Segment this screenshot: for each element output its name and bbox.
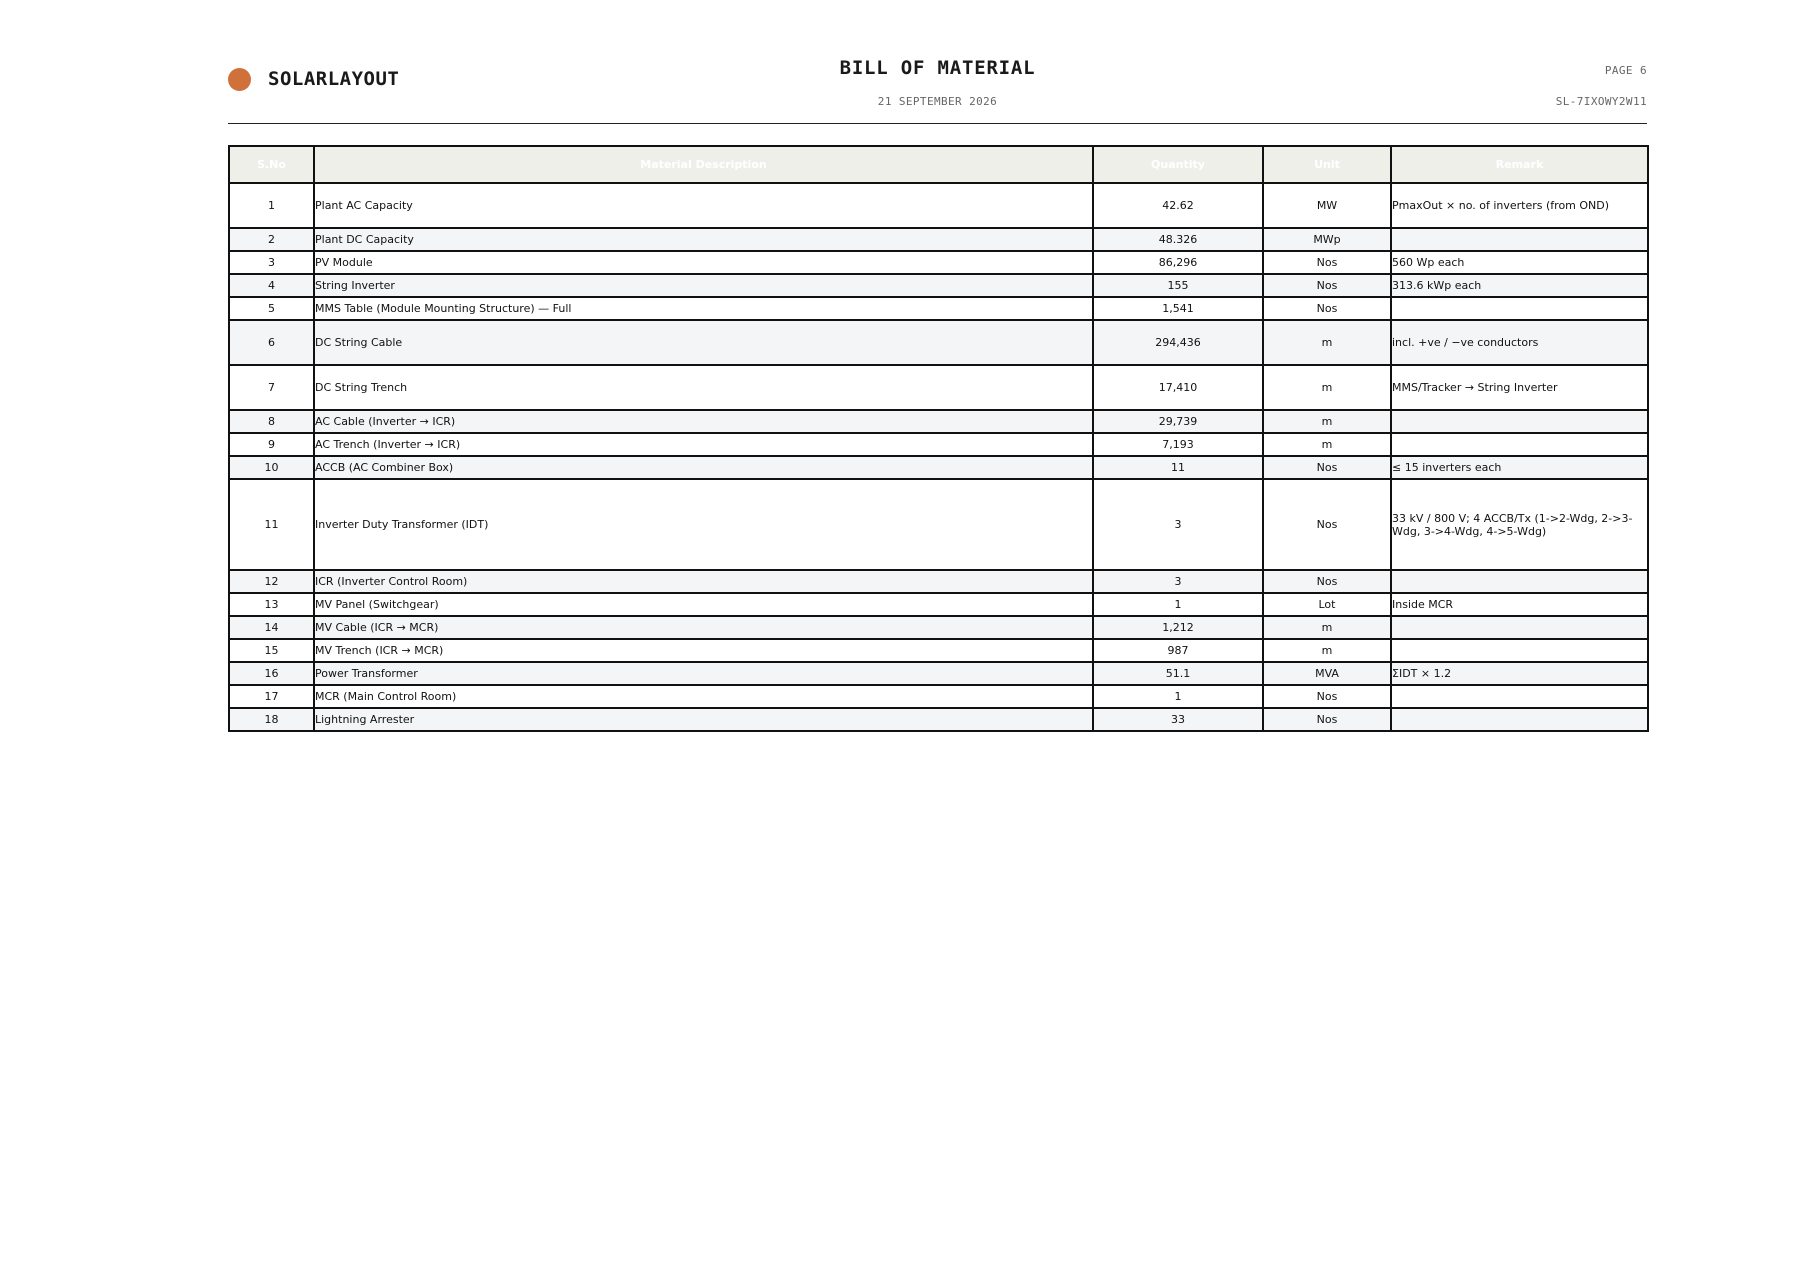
cell-quantity: 11	[1093, 456, 1263, 479]
column-header-remark: Remark	[1391, 146, 1648, 183]
cell-quantity: 33	[1093, 708, 1263, 731]
table-row	[229, 410, 1648, 433]
cell-quantity: 1,541	[1093, 297, 1263, 320]
cell-remark: ≤ 15 inverters each	[1391, 456, 1648, 479]
cell-quantity: 3	[1093, 570, 1263, 593]
cell-sno: 6	[229, 320, 314, 365]
table-row	[229, 662, 1648, 685]
cell-description: MMS Table (Module Mounting Structure) — Full	[314, 297, 1093, 320]
cell-unit: Lot	[1263, 593, 1391, 616]
cell-description: Lightning Arrester	[314, 708, 1093, 731]
cell-description: MV Cable (ICR → MCR)	[314, 616, 1093, 639]
cell-sno: 11	[229, 479, 314, 570]
cell-description: ACCB (AC Combiner Box)	[314, 456, 1093, 479]
cell-unit: m	[1263, 616, 1391, 639]
cell-description: Power Transformer	[314, 662, 1093, 685]
cell-remark	[1391, 570, 1648, 593]
cell-unit: Nos	[1263, 685, 1391, 708]
cell-remark	[1391, 410, 1648, 433]
cell-remark	[1391, 297, 1648, 320]
page-number: PAGE 6	[1604, 64, 1647, 77]
cell-quantity: 42.62	[1093, 183, 1263, 228]
cell-sno: 12	[229, 570, 314, 593]
cell-unit: Nos	[1263, 274, 1391, 297]
table-row	[229, 456, 1648, 479]
cell-sno: 13	[229, 593, 314, 616]
cell-description: AC Cable (Inverter → ICR)	[314, 410, 1093, 433]
table-row	[229, 320, 1648, 365]
cell-remark: 313.6 kWp each	[1391, 274, 1648, 297]
cell-remark: 33 kV / 800 V; 4 ACCB/Tx (1->2-Wdg, 2->3-Wdg, 3->4-Wdg, 4->5-Wdg)	[1391, 479, 1648, 570]
cell-unit: MWp	[1263, 228, 1391, 251]
cell-quantity: 51.1	[1093, 662, 1263, 685]
table-row	[229, 593, 1648, 616]
cell-remark: Inside MCR	[1391, 593, 1648, 616]
table-row	[229, 685, 1648, 708]
cell-remark	[1391, 228, 1648, 251]
document-header	[228, 50, 1647, 124]
cell-unit: m	[1263, 410, 1391, 433]
cell-remark	[1391, 685, 1648, 708]
cell-quantity: 29,739	[1093, 410, 1263, 433]
cell-unit: Nos	[1263, 479, 1391, 570]
column-header-description: Material Description	[314, 146, 1093, 183]
cell-description: ICR (Inverter Control Room)	[314, 570, 1093, 593]
cell-sno: 8	[229, 410, 314, 433]
bill-of-material-table	[228, 145, 1649, 732]
cell-remark: PmaxOut × no. of inverters (from OND)	[1391, 183, 1648, 228]
cell-quantity: 294,436	[1093, 320, 1263, 365]
column-header-quantity: Quantity	[1093, 146, 1263, 183]
cell-remark	[1391, 639, 1648, 662]
cell-unit: m	[1263, 365, 1391, 410]
cell-remark: incl. +ve / −ve conductors	[1391, 320, 1648, 365]
cell-unit: MW	[1263, 183, 1391, 228]
cell-description: String Inverter	[314, 274, 1093, 297]
table-row	[229, 570, 1648, 593]
cell-quantity: 3	[1093, 479, 1263, 570]
table-row	[229, 616, 1648, 639]
cell-description: Plant DC Capacity	[314, 228, 1093, 251]
cell-description: DC String Cable	[314, 320, 1093, 365]
cell-description: MV Panel (Switchgear)	[314, 593, 1093, 616]
cell-description: AC Trench (Inverter → ICR)	[314, 433, 1093, 456]
table-row	[229, 274, 1648, 297]
table-row	[229, 433, 1648, 456]
cell-quantity: 17,410	[1093, 365, 1263, 410]
cell-unit: Nos	[1263, 570, 1391, 593]
cell-remark: 560 Wp each	[1391, 251, 1648, 274]
table-row	[229, 297, 1648, 320]
cell-unit: m	[1263, 639, 1391, 662]
cell-description: Inverter Duty Transformer (IDT)	[314, 479, 1093, 570]
cell-unit: Nos	[1263, 708, 1391, 731]
table-row	[229, 251, 1648, 274]
cell-sno: 17	[229, 685, 314, 708]
cell-description: PV Module	[314, 251, 1093, 274]
cell-sno: 16	[229, 662, 314, 685]
cell-unit: Nos	[1263, 251, 1391, 274]
table-header-row	[229, 146, 1648, 183]
cell-quantity: 1,212	[1093, 616, 1263, 639]
cell-quantity: 1	[1093, 593, 1263, 616]
cell-unit: m	[1263, 433, 1391, 456]
cell-remark: ΣIDT × 1.2	[1391, 662, 1648, 685]
cell-sno: 9	[229, 433, 314, 456]
cell-quantity: 48.326	[1093, 228, 1263, 251]
cell-quantity: 987	[1093, 639, 1263, 662]
table-row	[229, 228, 1648, 251]
cell-sno: 15	[229, 639, 314, 662]
cell-unit: Nos	[1263, 456, 1391, 479]
cell-sno: 10	[229, 456, 314, 479]
document-date: 21 SEPTEMBER 2026	[877, 95, 998, 108]
cell-remark	[1391, 616, 1648, 639]
cell-quantity: 7,193	[1093, 433, 1263, 456]
table-row	[229, 708, 1648, 731]
cell-sno: 2	[229, 228, 314, 251]
table-row	[229, 183, 1648, 228]
cell-unit: Nos	[1263, 297, 1391, 320]
cell-sno: 4	[229, 274, 314, 297]
brand-name: SOLARLAYOUT	[268, 68, 400, 90]
cell-sno: 7	[229, 365, 314, 410]
cell-sno: 14	[229, 616, 314, 639]
cell-unit: MVA	[1263, 662, 1391, 685]
table-row	[229, 479, 1648, 570]
cell-quantity: 1	[1093, 685, 1263, 708]
table-row	[229, 639, 1648, 662]
column-header-unit: Unit	[1263, 146, 1391, 183]
cell-sno: 5	[229, 297, 314, 320]
cell-sno: 1	[229, 183, 314, 228]
table-row	[229, 365, 1648, 410]
cell-remark	[1391, 433, 1648, 456]
column-header-sno: S.No	[229, 146, 314, 183]
cell-remark	[1391, 708, 1648, 731]
cell-sno: 18	[229, 708, 314, 731]
cell-unit: m	[1263, 320, 1391, 365]
document-title: BILL OF MATERIAL	[839, 57, 1036, 79]
cell-remark: MMS/Tracker → String Inverter	[1391, 365, 1648, 410]
cell-description: MV Trench (ICR → MCR)	[314, 639, 1093, 662]
document-id: SL-7IXOWY2W11	[1555, 95, 1647, 108]
cell-description: DC String Trench	[314, 365, 1093, 410]
cell-quantity: 86,296	[1093, 251, 1263, 274]
cell-description: MCR (Main Control Room)	[314, 685, 1093, 708]
cell-description: Plant AC Capacity	[314, 183, 1093, 228]
cell-quantity: 155	[1093, 274, 1263, 297]
cell-sno: 3	[229, 251, 314, 274]
